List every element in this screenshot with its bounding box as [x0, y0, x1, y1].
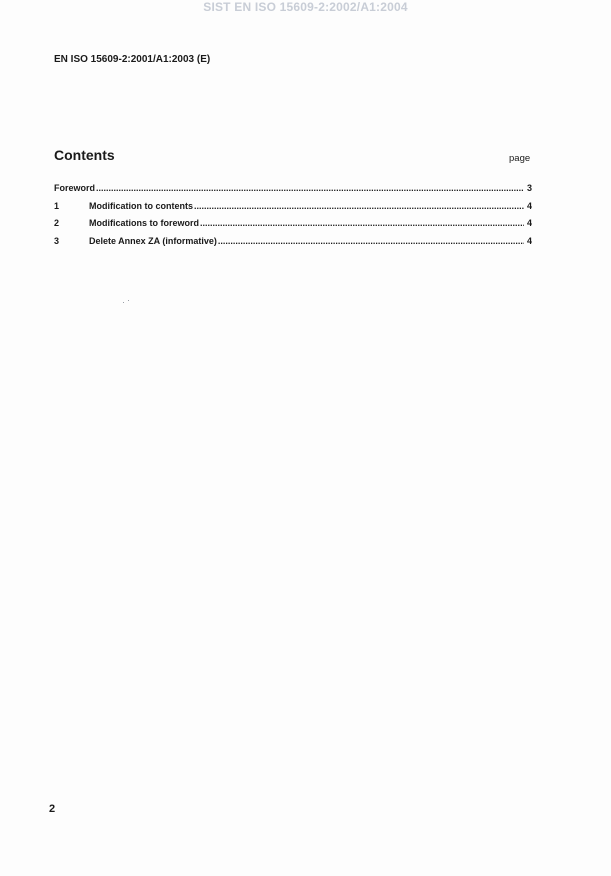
toc-entry-number: 1 [54, 200, 60, 211]
toc-entry-3[interactable] [54, 236, 532, 254]
toc-entry-page: 4 [526, 200, 532, 211]
toc-dot-leader [194, 201, 524, 211]
toc-entry-page: 4 [526, 218, 532, 228]
toc-entry-foreword[interactable] [54, 183, 532, 201]
toc-entry-page: 4 [526, 235, 532, 246]
page-number: 2 [49, 803, 56, 815]
toc-entry-number: 3 [54, 235, 60, 246]
toc-dot-leader [218, 236, 524, 246]
watermark: SIST EN ISO 15609-2:2002/A1:2004 [203, 0, 408, 14]
scan-speck [128, 300, 129, 301]
toc-dot-leader [96, 183, 524, 193]
toc-entry-number: 2 [54, 218, 60, 228]
page-column-label: page [509, 153, 531, 164]
document-header: EN ISO 15609-2:2001/A1:2003 (E) [54, 54, 211, 65]
toc-entry-title: Modification to contents [89, 200, 193, 211]
toc-entry-title: Modifications to foreword [89, 218, 199, 228]
scan-speck [123, 302, 124, 303]
contents-heading: Contents [54, 147, 115, 163]
toc-entry-title: Delete Annex ZA (informative) [89, 235, 217, 246]
toc-entry-page: 3 [526, 183, 532, 193]
table-of-contents [54, 183, 532, 253]
toc-entry-2[interactable] [54, 218, 532, 236]
toc-entry-1[interactable] [54, 201, 532, 219]
toc-entry-title: Foreword [54, 183, 96, 193]
toc-dot-leader [200, 218, 524, 228]
